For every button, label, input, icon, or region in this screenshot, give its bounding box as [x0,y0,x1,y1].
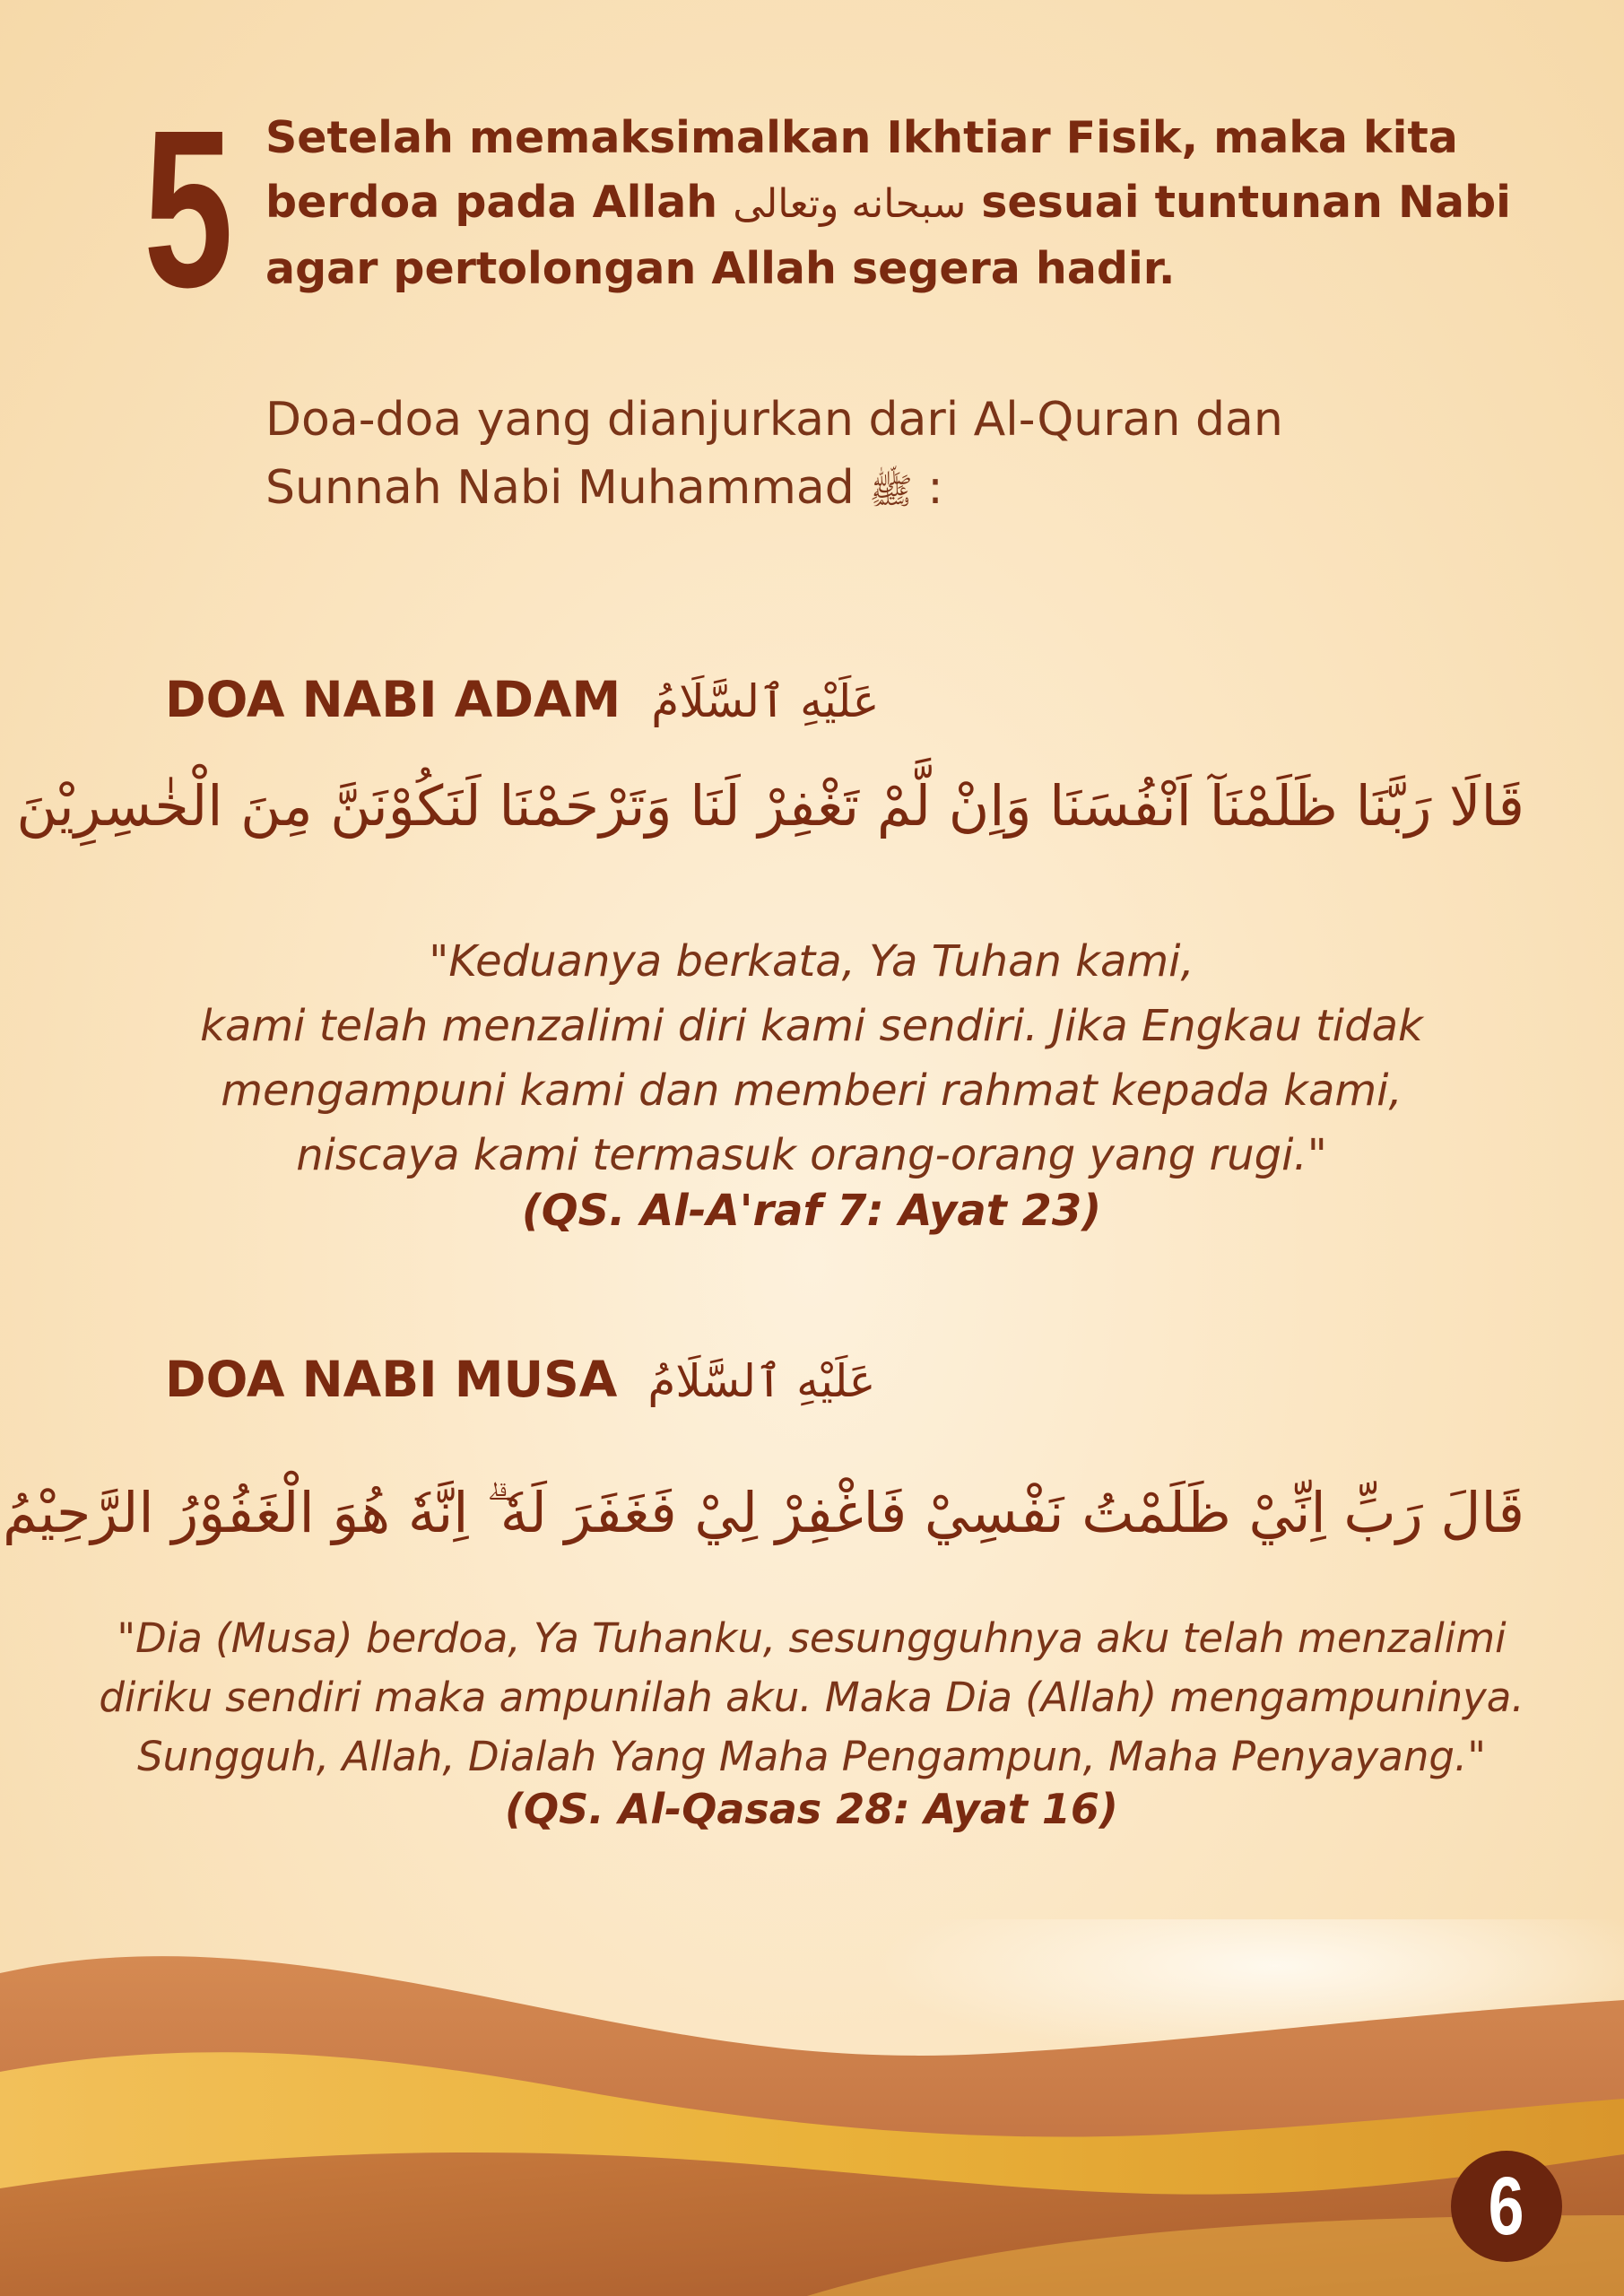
section-title-adam-text: DOA NABI ADAM [165,671,621,728]
translation-adam [72,929,1551,1187]
translation-line: Sungguh, Allah, Dialah Yang Maha Pengampun, Maha Penyayang." [137,1733,1486,1780]
page-number-badge [1451,2151,1562,2262]
page-number: 6 [1489,2160,1524,2252]
desert-dunes-illustration [0,1919,1624,2296]
translation-musa [72,1609,1551,1787]
reference-adam: (QS. Al-A'raf 7: Ayat 23) [521,1186,1102,1236]
honorific-adam: عَلَيْهِ ٱلسَّلَامُ [651,675,880,727]
arabic-verse-musa: قَالَ رَبِّ اِنِّيْ ظَلَمْتُ نَفْسِيْ فَاغْفِرْ لِيْ فَغَفَرَ لَهٗ ۗ اِنَّهٗ هُوَ الْغَفُوْرُ الرَّحِيْمُ [2,1480,1524,1545]
section-title-musa-text: DOA NABI MUSA [165,1351,618,1408]
translation-line: "Dia (Musa) berdoa, Ya Tuhanku, sesungguhnya aku telah menzalimi [117,1614,1507,1662]
step-text-arabic: سبحانه وتعالى [733,181,967,227]
translation-line: diriku sendiri maka ampunilah aku. Maka Dia (Allah) mengampuninya. [99,1674,1524,1721]
honorific-musa: عَلَيْهِ ٱلسَّلَامُ [647,1355,876,1407]
arabic-verse-adam: قَالَا رَبَّنَا ظَلَمْنَآ اَنْفُسَنَا وَاِنْ لَّمْ تَغْفِرْ لَنَا وَتَرْحَمْنَا لَنَكُوْنَنَّ مِنَ الْخٰسِرِيْنَ [16,773,1524,839]
translation-line: niscaya kami termasuk orang-orang yang rugi." [296,1130,1327,1180]
intro-suffix: : [912,461,943,515]
reference-musa: (QS. Al-Qasas 28: Ayat 16) [505,1785,1118,1833]
step-text-after: sesuai tuntunan Nabi agar pertolongan Allah segera hadir. [265,177,1511,294]
saw-glyph: ﷺ [869,471,913,512]
step-text [265,106,1539,301]
section-title-musa [165,1351,875,1408]
intro-text [265,386,1431,526]
step-text-before: Setelah memaksimalkan Ikhtiar Fisik, maka kita berdoa pada Allah [265,112,1458,228]
translation-line: "Keduanya berkata, Ya Tuhan kami, [429,936,1194,987]
translation-line: mengampuni kami dan memberi rahmat kepada kami, [221,1065,1403,1116]
translation-line: kami telah menzalimi diri kami sendiri. Jika Engkau tidak [200,1001,1423,1051]
step-number: 5 [143,83,231,334]
section-title-adam [165,671,879,728]
intro-main: Doa-doa yang dianjurkan dari Al-Quran dan Sunnah Nabi Muhammad [265,393,1283,515]
